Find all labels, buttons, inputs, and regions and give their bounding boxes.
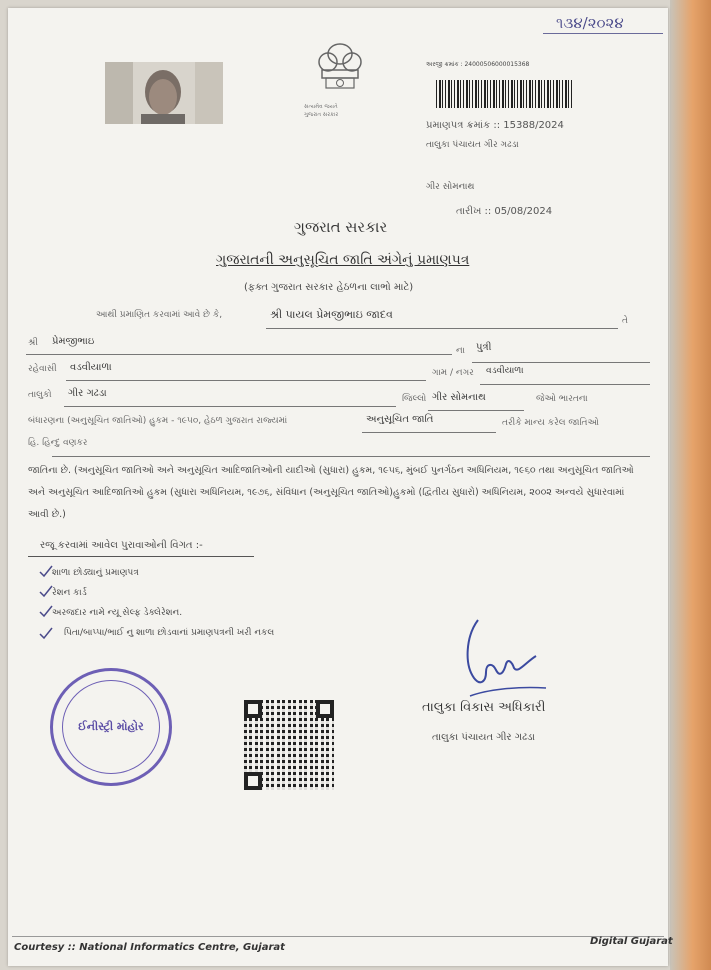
handwritten-checkmarks bbox=[38, 564, 54, 648]
document-item: અરજદાર નામે ન્યૂ સેલ્ફ ડેક્લેરેશન. bbox=[52, 608, 183, 618]
country-text: જેઓ ભારતના bbox=[536, 394, 588, 404]
footer-courtesy: Courtesy :: National Informatics Centre, Gujarat bbox=[14, 942, 285, 953]
village-underline bbox=[480, 384, 650, 385]
relation-label: ના bbox=[456, 346, 465, 356]
national-emblem-icon bbox=[308, 40, 372, 102]
certify-label: આથી પ્રમાણિત કરવામાં આવે છે કે, bbox=[96, 310, 223, 320]
caste-underline bbox=[362, 432, 496, 433]
village-label: ગામ / નગર bbox=[432, 368, 474, 378]
application-number: અરજી ક્રમાંક : 24000506000015368 bbox=[426, 61, 530, 68]
documents-heading-underline bbox=[28, 556, 254, 557]
certificate-number: પ્રમાણપત્ર ક્રમાંક :: 15388/2024 bbox=[426, 120, 564, 131]
handwritten-reference: ૧૩૪/૨૦૨૪ bbox=[556, 14, 624, 32]
taluka-label: તાલુકો bbox=[28, 390, 52, 400]
footer-brand: Digital Gujarat bbox=[590, 936, 673, 947]
government-title: ગુજરાત સરકાર bbox=[294, 218, 388, 236]
official-seal bbox=[50, 668, 172, 786]
resident-value: વડવીયાળા bbox=[70, 362, 112, 373]
documents-heading: રજૂ કરવામાં આવેલ પુરાવાઓની વિગત :- bbox=[40, 540, 203, 551]
issuing-office: તાલુકા પંચાયત ગીર ગઢડા bbox=[426, 140, 519, 150]
applicant-photo bbox=[105, 62, 223, 124]
district-label: જિલ્લો bbox=[402, 394, 427, 404]
emblem-caption: સત્યમેવ જયતે bbox=[304, 104, 338, 110]
caste-prefix: બંધારણના (અનુસૂચિત જાતિઓ) હુકમ - ૧૯૫૦, હેઠળ ગુજરાત રાજ્યમાં bbox=[28, 416, 288, 426]
father-underline bbox=[26, 354, 452, 355]
issue-date: તારીખ :: 05/08/2024 bbox=[456, 206, 553, 217]
emblem-caption-2: ગુજરાત સરકાર bbox=[304, 112, 339, 118]
father-name: પ્રેમજીભાઇ bbox=[52, 336, 95, 347]
page-edge bbox=[670, 0, 711, 970]
signature bbox=[456, 616, 556, 700]
document-item: શાળા છોડ્યાનું પ્રમાણપત્ર bbox=[52, 568, 139, 578]
religion-value: હિ. હિન્દુ વણકર bbox=[28, 438, 88, 448]
district-underline bbox=[428, 410, 524, 411]
te-label: તે bbox=[622, 316, 628, 326]
document-item: રેશન કાર્ડ bbox=[52, 588, 87, 598]
religion-underline bbox=[52, 456, 650, 457]
name-underline bbox=[266, 328, 618, 329]
taluka-value: ગીર ગઢડા bbox=[68, 388, 107, 399]
applicant-name: શ્રી પાયલ પ્રેમજીભાઇ જાદવ bbox=[270, 308, 393, 321]
resident-label: રહેવાસી bbox=[28, 364, 57, 374]
taluka-underline bbox=[64, 406, 396, 407]
caste-value: અનુસૂચિત જાતિ bbox=[366, 414, 434, 425]
qr-code bbox=[244, 700, 334, 790]
district-value: ગીર સોમનાથ bbox=[432, 392, 486, 403]
handwritten-underline bbox=[543, 33, 663, 34]
barcode bbox=[436, 80, 572, 108]
certificate-sheet bbox=[8, 8, 673, 966]
village-value: વડવીયાળા bbox=[486, 366, 524, 376]
relation-underline bbox=[472, 362, 650, 363]
document-item: પિતા/બાપ્પા/ભાઈ નુ શાળા છોડવાનાં પ્રમાણપત્રની ખરી નકલ bbox=[64, 628, 275, 638]
certificate-title: ગુજરાતની અનુસૂચિત જાતિ અંગેનું પ્રમાણપત્ર bbox=[216, 252, 470, 268]
footer-divider bbox=[12, 936, 664, 937]
certificate-subtitle: (ફક્ત ગુજરાત સરકાર હેઠળના લાભો માટે) bbox=[244, 282, 414, 293]
legal-paragraph: જાતિના છે. (અનુસૂચિત જાતિઓ અને અનુસૂચિત આદિજાતિઓની યાદીઓ (સુધારા) હુકમ, ૧૯૫૬, મુંબઈ પુનર્ગઠન અધિનિયમ, ૧૯૬૦ તથા અનુસૂચિત જાતિઓ અને અનુસૂચિત આદિજાતિઓ હુકમ (સુધારા અધિનિયમ, ૧૯૭૬, સંવિધાન (અનુસૂચિત જાતિઓ)હુકમો (દ્વિતીય સુધારો) અધિનિયમ, ૨૦૦૨ અન્વયે સુધારવામાં આવી છે.) bbox=[28, 465, 634, 520]
caste-suffix: તરીકે માન્ય કરેલ જાતિઓ bbox=[502, 418, 599, 428]
signatory-title: તાલુકા વિકાસ અધિકારી bbox=[422, 700, 546, 715]
relation-value: પુત્રી bbox=[476, 342, 492, 353]
father-prefix: શ્રી bbox=[28, 338, 38, 348]
seal-text: ઈનીસ્ટ્રી મોહોર bbox=[78, 720, 144, 733]
signatory-office: તાલુકા પંચાયત ગીર ગઢડા bbox=[432, 732, 535, 743]
resident-underline bbox=[66, 380, 426, 381]
header-district: ગીર સોમનાથ bbox=[426, 182, 475, 192]
